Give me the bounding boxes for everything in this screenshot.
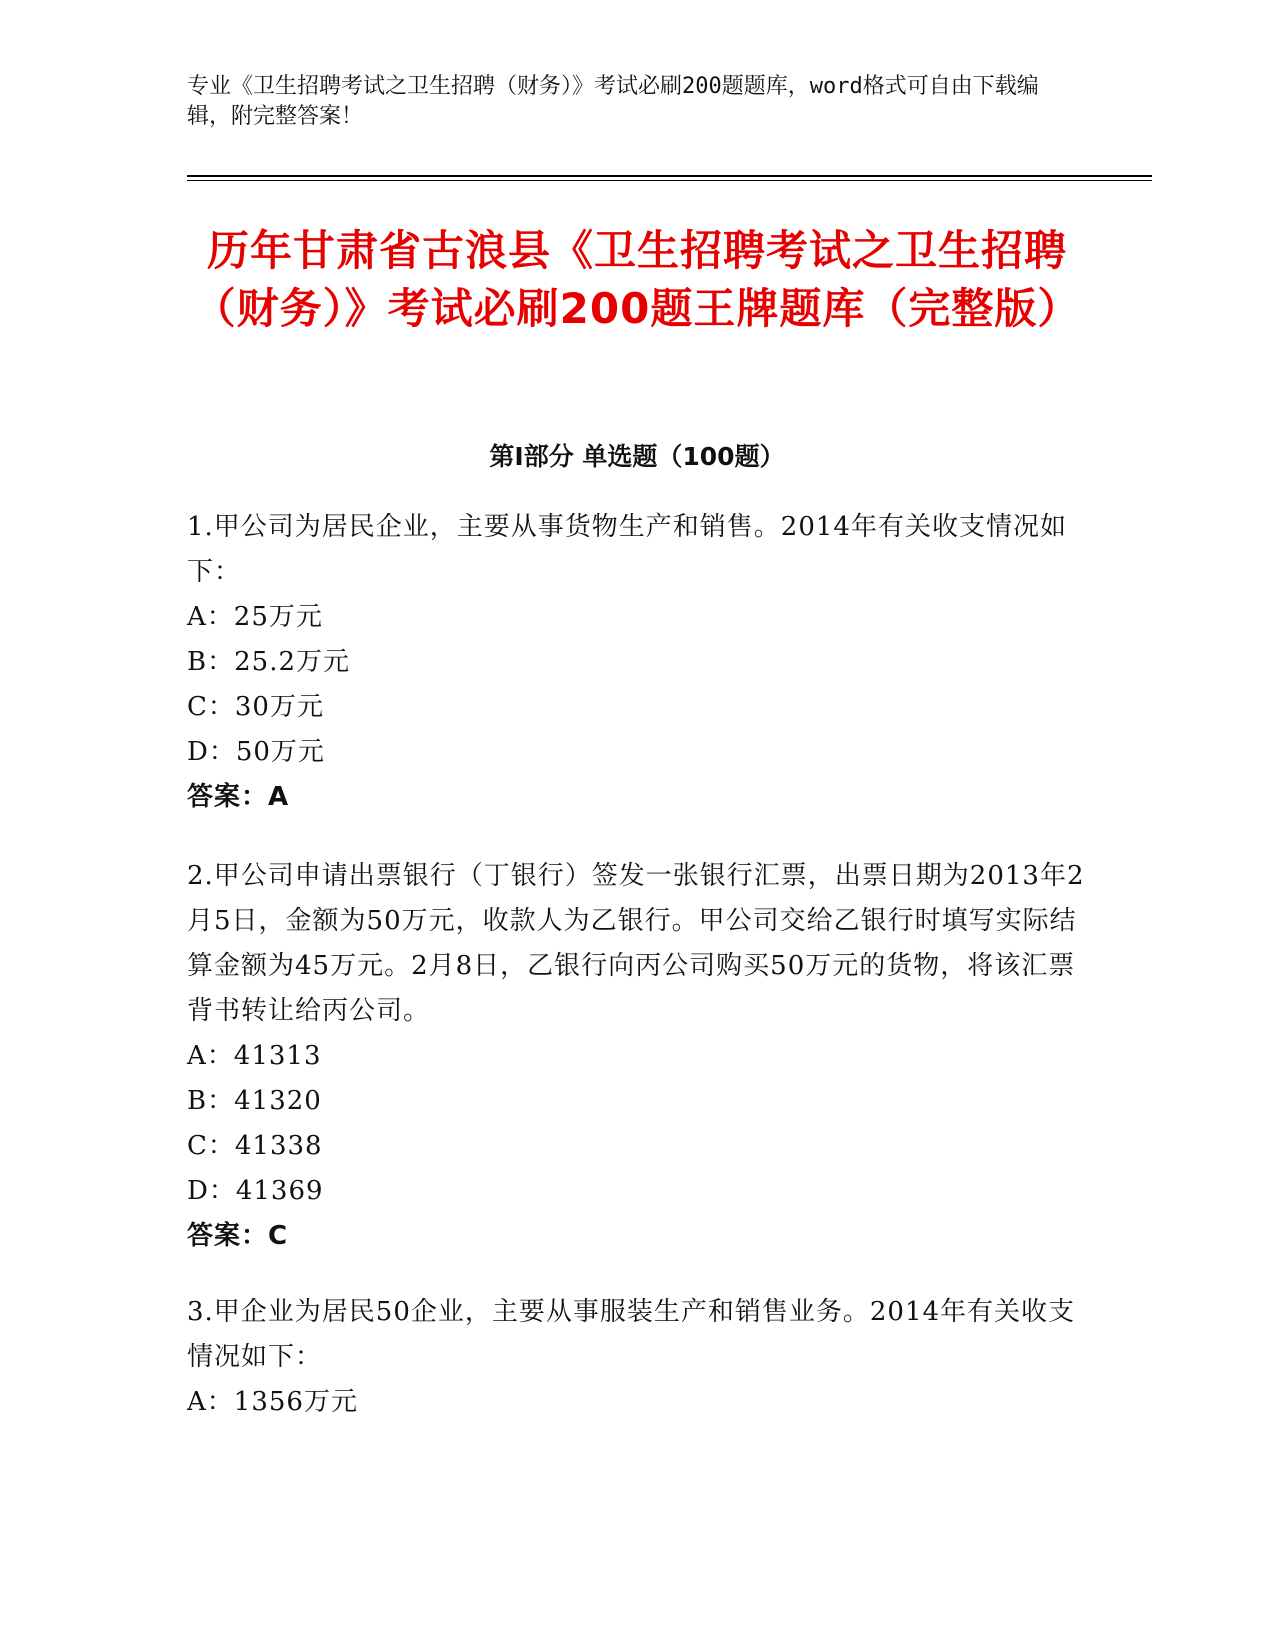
question-2-option-c: C：41338: [187, 1131, 323, 1161]
question-3: [187, 1290, 1087, 1425]
question-2-option-b: B：41320: [187, 1086, 322, 1116]
question-1-option-b: B：25.2万元: [187, 647, 350, 677]
question-1-option-a: A：25万元: [187, 602, 323, 632]
question-2-text: 2.甲公司申请出票银行（丁银行）签发一张银行汇票，出票日期为2013年2月5日，金额为50万元，收款人为乙银行。甲公司交给乙银行时填写实际结算金额为45万元。2月8日，乙银行向丙公司购买50万元的货物，将该汇票背书转让给丙公司。: [187, 861, 1085, 1026]
question-1-option-c: C：30万元: [187, 692, 324, 722]
question-1-option-d: D：50万元: [187, 737, 325, 767]
question-1-text: 1.甲公司为居民企业，主要从事货物生产和销售。2014年有关收支情况如下：: [187, 512, 1067, 587]
question-2-option-a: A：41313: [187, 1041, 322, 1071]
question-1-answer: 答案：A: [187, 782, 290, 812]
page-title: 历年甘肃省古浪县《卫生招聘考试之卫生招聘（财务）》考试必刷200题王牌题库（完整版）: [193, 226, 1081, 333]
section-heading: 第I部分 单选题（100题）: [489, 442, 785, 471]
question-1: [187, 505, 1087, 820]
question-3-text: 3.甲企业为居民50企业，主要从事服装生产和销售业务。2014年有关收支情况如下：: [187, 1297, 1076, 1372]
question-2-answer: 答案：C: [187, 1221, 289, 1251]
header-note: 专业《卫生招聘考试之卫生招聘（财务）》考试必刷200题题库，word格式可自由下载编辑，附完整答案！: [187, 74, 1039, 129]
question-2: [187, 854, 1087, 1259]
header-divider-thick: [187, 175, 1152, 177]
question-3-option-a: A：1356万元: [187, 1387, 358, 1417]
header-divider-thin: [187, 180, 1152, 181]
question-2-option-d: D：41369: [187, 1176, 324, 1206]
